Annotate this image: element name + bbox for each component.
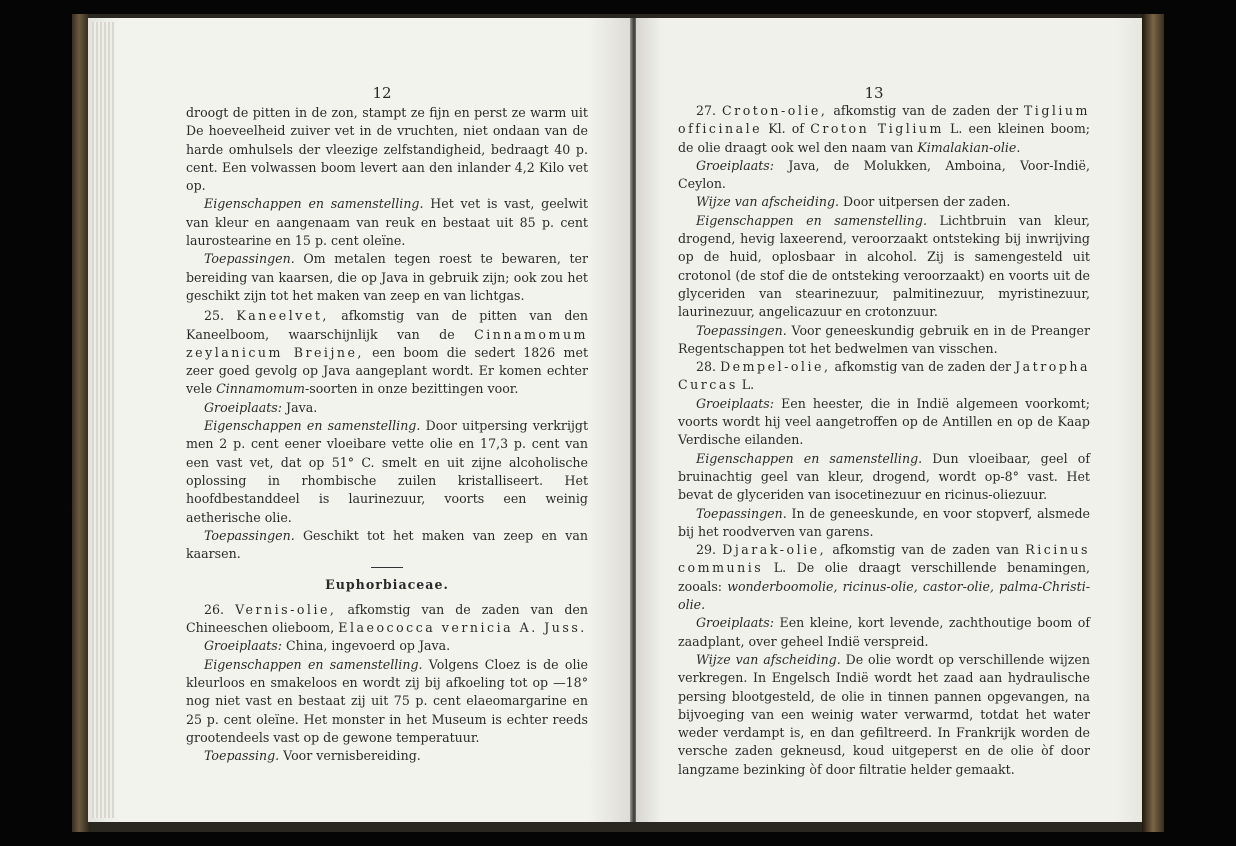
paragraph: Toepassing. Voor vernisbereiding. [204, 748, 421, 764]
paragraph: Wijze van afscheiding. Door uitpersen der zaden. [696, 194, 1011, 210]
paragraph: Eigenschappen en samenstelling. Het vet is vast, geelwit van kleur en aangenaam van reuk en bestaat uit 85 p. cent laurostearine en 15 p. cent oleïne. [186, 196, 588, 249]
paragraph: Eigenschappen en samenstelling. Lichtbruin van kleur, drogend, hevig laxeerend, veroorzaakt ontsteking bij inwrijving op de huid, oplosbaar in alcohol. Zij is samengesteld uit crotonol (de stof die de ontsteking veroorzaakt) en voorts uit de glyceriden van stearinezuur, palmitinezuur, myristinezuur, laurinezuur, angelicazuur en crotonzuur. [678, 212, 1090, 320]
paragraph: Toepassingen. Geschikt tot het maken van zeep en van kaarsen. [186, 527, 588, 562]
paragraph: droogt de pitten in de zon, stampt ze fijn en perst ze warm uit De hoeveelheid zuiver vet in de vruchten, niet ondaan van de harde omhulsels der vleezige zelfstandigheid, bedraagt 40 p. cent. Een volwassen boom levert aan den inlander 4,2 Kilo vet op. [186, 105, 588, 194]
page-edges [92, 22, 114, 818]
paragraph: 29. Djarak-olie, afkomstig van de zaden van Ricinus communis L. De olie draagt verschillende benamingen, zooals: wonderboomolie, ricinus-olie, castor-olie, palma-Christi-olie. [678, 542, 1090, 613]
paragraph: Groeiplaats: Een heester, die in Indië algemeen voorkomt; voorts wordt hij veel aangetroffen op de Antillen en op de Kaap Verdische eilanden. [678, 395, 1090, 448]
left-page [88, 18, 632, 822]
right-page-number: 13 [864, 84, 884, 102]
left-page-number: 12 [372, 84, 392, 102]
paragraph: 25. Kaneelvet, afkomstig van de pitten van den Kaneelboom, waarschijnlijk van de Cinnamomum zeylanicum Breijne, een boom die sedert 1826 met zeer goed gevolg op Java aangeplant wordt. Er komen echter vele Cinnamomum-soorten in onze bezittingen voor. [186, 308, 589, 397]
left-page-text [186, 104, 588, 765]
paragraph: Groeiplaats: China, ingevoerd op Java. [204, 638, 451, 654]
right-page [636, 18, 1142, 822]
paragraph: Groeiplaats: Java, de Molukken, Amboina, Voor-Indië, Ceylon. [678, 157, 1090, 192]
paragraph: Groeiplaats: Een kleine, kort levende, zachthoutige boom of zaadplant, over geheel Indië verspreid. [678, 615, 1090, 649]
paragraph: Toepassingen. Voor geneeskundig gebruik en in de Preanger Regentschappen tot het bedwelmen van visschen. [678, 322, 1090, 356]
paragraph: Wijze van afscheiding. De olie wordt op verschillende wijzen verkregen. In Engelsch Indië wordt het zaad aan hydraulische persing blootgesteld, de olie in tinnen pannen opgevangen, na bijvoeging van een weinig water verwarmd, totdat het water weder verdampt is, en dan gefiltreerd. In Frankrijk worden de versche zaden gekneusd, koud uitgeperst en de olie òf door langzame bezinking òf door filtratie helder gemaakt. [678, 651, 1090, 777]
right-page-text [678, 102, 1090, 779]
paragraph: Eigenschappen en samenstelling. Dun vloeibaar, geel of bruinachtig geel van kleur, drogend, wordt op-8° vast. Het bevat de glyceriden van isocetinezuur en ricinus-oliezuur. [678, 450, 1090, 503]
paragraph: Toepassingen. Om metalen tegen roest te bewaren, ter bereiding van kaarsen, die op Java in gebruik zijn; ook zou het geschikt zijn tot het maken van zeep en van lichtgas. [186, 251, 588, 303]
book-cover-right-edge [1142, 14, 1164, 832]
section-heading: Euphorbiaceae. [325, 577, 449, 593]
paragraph: 26. Vernis-olie, afkomstig van de zaden van den Chineeschen olieboom, Elaeococca vernicia A. Juss. [186, 601, 588, 636]
divider [371, 567, 403, 568]
paragraph: 27. Croton-olie, afkomstig van de zaden der Tiglium officinale Kl. of Croton Tiglium L. een kleinen boom; de olie draagt ook wel den naam van Kimalakian-olie. [678, 103, 1091, 155]
paragraph: Groeiplaats: Java. [204, 399, 318, 415]
paragraph: Eigenschappen en samenstelling. Door uitpersing verkrijgt men 2 p. cent eener vloeibare vette olie en 17,3 p. cent van een vast vet, dat op 51° C. smelt en uit zijne alcoholische oplossing in rhombische zuilen kristalliseert. Het hoofdbestanddeel is laurinezuur, voorts een weinig aetherische olie. [186, 418, 589, 525]
paragraph: 28. Dempel-olie, afkomstig van de zaden der Jatropha Curcas L. [678, 359, 1090, 393]
paragraph: Eigenschappen en samenstelling. Volgens Cloez is de olie kleurloos en smakeloos en wordt zij bij afkoeling tot op —18° nog niet vast en bestaat zij uit 75 p. cent elaeomargarine en 25 p. cent oleïne. Het monster in het Museum is echter reeds grootendeels vast op de gewone temperatuur. [186, 656, 588, 745]
paragraph: Toepassingen. In de geneeskunde, en voor stopverf, alsmede bij het roodverven van garens. [678, 505, 1090, 539]
